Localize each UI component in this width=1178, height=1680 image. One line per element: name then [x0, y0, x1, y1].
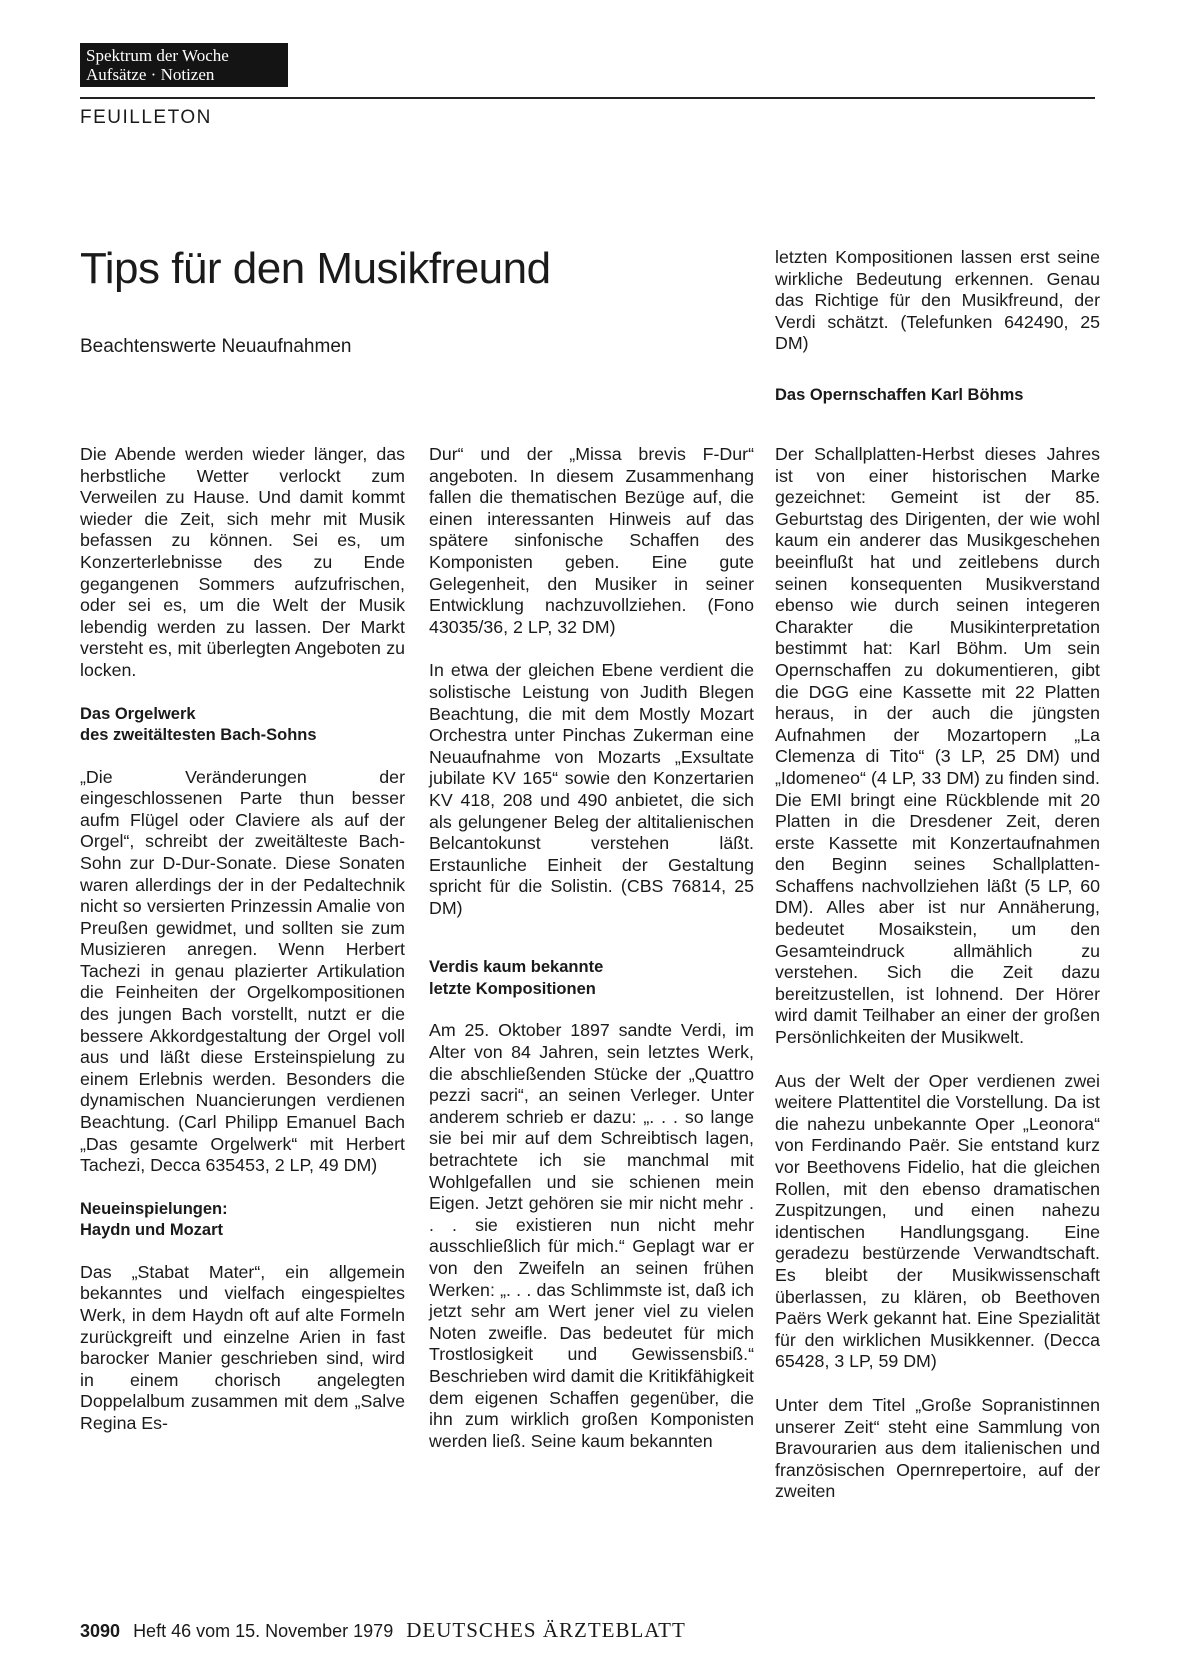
- rubric: FEUILLETON: [80, 107, 212, 128]
- paragraph: Der Schallplatten-Herbst dieses Jahres ist von einer historischen Marke gezeichnet: Gemeint ist der 85. Geburtstag des Dirigenten, der wie wohl kaum ein anderer das Musikgeschehen beeinflußt hat und zeitlebens durch seinen konsequenten Musikverstand ebenso wie durch seinen integeren Charakter die Musikinterpretation bestimmt hat: Karl Böhm. Um sein Opernschaffen zu dokumentieren, gibt die DGG eine Kassette mit 22 Platten heraus, in der auch die jüngsten Aufnahmen der Mozartopern „La Clemenza di Tito“ (3 LP, 25 DM) und „Idomeneo“ (4 LP, 33 DM) zu finden sind. Die EMI bringt eine Rückblende mit 20 Platten in die Dresdener Zeit, deren erste Kassette mit Konzertaufnahmen den Beginn seines Schallplatten-Schaffens nachvollziehen läßt (5 LP, 60 DM). Alles aber ist nur Annäherung, bedeutet Mosaikstein, um den Gesamteindruck allmählich zu verstehen. Sich die Zeit dazu bereitzustellen, ist lohnend. Der Hörer wird damit Teilhaber an einer der großen Persönlichkeiten der Musikwelt.: [775, 444, 1100, 1048]
- column-1: [80, 444, 405, 1457]
- section-heading: Das Orgelwerk des zweitältesten Bach-Sohns: [80, 704, 317, 745]
- column-3: [775, 444, 1100, 1525]
- column-3-continuation: [775, 247, 1100, 426]
- paragraph: Unter dem Titel „Große Sopranistinnen unserer Zeit“ steht eine Sammlung von Bravourarien aus dem italienischen und französischen Opernrepertoire, auf der zweiten: [775, 1394, 1100, 1502]
- section-heading: Das Opernschaffen Karl Böhms: [775, 385, 1024, 404]
- paragraph: In etwa der gleichen Ebene verdient die solistische Leistung von Judith Blegen Beachtung, die mit dem Mostly Mozart Orchestra unter Pinchas Zukerman eine Neuaufnahme von Mozarts „Exsultate jubilate KV 165“ sowie den Konzertarien KV 418, 208 und 490 anbietet, die sich als gelungener Beleg der altitalienischen Belcantokunst verstehen läßt. Erstaunliche Einheit der Gestaltung spricht für die Solistin. (CBS 76814, 25 DM): [429, 660, 754, 918]
- page-number: 3090: [80, 1621, 121, 1641]
- journal-name: DEUTSCHES ÄRZTEBLATT: [406, 1618, 686, 1642]
- section-label-line2: Aufsätze · Notizen: [86, 65, 215, 84]
- paragraph: Am 25. Oktober 1897 sandte Verdi, im Alter von 84 Jahren, sein letztes Werk, die abschließenden Stücke der „Quattro pezzi sacri“, an seinen Verleger. Unter anderem schrieb er dazu: „. . . so lange sie bei mir auf dem Schreibtisch lagen, betrachtete ich sie manchmal mit Wohlgefallen und sie schienen mein Eigen. Jetzt gehören sie mir nicht mehr . . . sie existieren nun nicht mehr ausschließlich für mich.“ Geplagt war er von den Zweifeln an seinen frühen Werken: „. . . das Schlimmste ist, daß ich jetzt sehr am Wert jener viel zu vielen Noten zweifle. Das bedeutet für mich Trostlosigkeit und Gewissensbiß.“ Beschrieben wird damit die Kritikfähigkeit dem eigenen Schaffen gegenüber, die ihn zum wirklich großen Komponisten werden ließ. Seine kaum bekannten: [429, 1020, 754, 1451]
- page-footer: [80, 1618, 686, 1643]
- section-heading: Neueinspielungen: Haydn und Mozart: [80, 1199, 228, 1240]
- paragraph: Das „Stabat Mater“, ein allgemein bekanntes und vielfach eingespieltes Werk, in dem Haydn oft auf alte Formeln zurückgreift und einzelne Arien in fast barocker Manier geschrieben sind, wird in einem chorisch angelegten Doppelalbum zusammen mit dem „Salve Regina Es-: [80, 1261, 405, 1433]
- section-label: [80, 43, 288, 87]
- section-label-line1: Spektrum der Woche: [86, 46, 229, 65]
- section-heading: Verdis kaum bekannte letzte Kompositionen: [429, 958, 604, 998]
- paragraph: „Die Veränderungen der eingeschlossenen Parte thun besser aufm Flügel oder Claviere als auf der Orgel“, schreibt der zweitälteste Bach-Sohn zur D-Dur-Sonate. Diese Sonaten waren allerdings der in der Pedaltechnik nicht so versierten Prinzessin Amalie von Preußen gewidmet, und sollten sie zum Musizieren anregen. Wenn Herbert Tachezi in genau plazierter Artikulation die Feinheiten der Orgelkompositionen des jungen Bach vorstellt, nutzt er die bessere Akkordgestaltung der Orgel voll aus und läßt diese Ersteinspielung zu einem Erlebnis werden. Besonders die dynamischen Nuancierungen verdienen Beachtung. (Carl Philipp Emanuel Bach „Das gesamte Orgelwerk“ mit Herbert Tachezi, Decca 635453, 2 LP, 49 DM): [80, 766, 405, 1176]
- paragraph: letzten Kompositionen lassen erst seine wirkliche Bedeutung erkennen. Genau das Richtige für den Musikfreund, der Verdi schätzt. (Telefunken 642490, 25 DM): [775, 247, 1100, 354]
- paragraph: Die Abende werden wieder länger, das herbstliche Wetter verlockt zum Verweilen zu Hause. Und damit kommt wieder die Zeit, sich mehr mit Musik befassen zu können. Sei es, um Konzerterlebnisse des zu Ende gegangenen Sommers aufzufrischen, oder sei es, um die Welt der Musik lebendig werden zu lassen. Der Markt versteht es, mit überlegten Angeboten zu locken.: [80, 444, 405, 680]
- issue-info: Heft 46 vom 15. November 1979: [133, 1621, 394, 1641]
- paragraph: Dur“ und der „Missa brevis F-Dur“ angeboten. In diesem Zusammenhang fallen die thematischen Bezüge auf, die einen interessanten Hinweis auf das spätere sinfonische Schaffen des Komponisten geben. Eine gute Gelegenheit, den Musiker in seiner Entwicklung nachzuvollziehen. (Fono 43035/36, 2 LP, 32 DM): [429, 444, 754, 637]
- article-title: Tips für den Musikfreund: [80, 244, 551, 293]
- header-rule: [80, 97, 1095, 99]
- article-subtitle: Beachtenswerte Neuaufnahmen: [80, 336, 352, 357]
- column-2: [429, 444, 754, 1474]
- paragraph: Aus der Welt der Oper verdienen zwei weitere Plattentitel die Vorstellung. Da ist die nahezu unbekannte Oper „Leonora“ von Ferdinando Paër. Sie entstand kurz vor Beethovens Fidelio, hat die gleichen Rollen, mit den ebenso dramatischen Zuspitzungen, und einen nahezu identischen Handlungsgang. Eine geradezu bestürzende Verwandtschaft. Es bleibt der Musikwissenschaft überlassen, zu klären, ob Beethoven Paërs Werk gekannt hat. Eine Spezialität für den wirklichen Musikkenner. (Decca 65428, 3 LP, 59 DM): [775, 1070, 1100, 1372]
